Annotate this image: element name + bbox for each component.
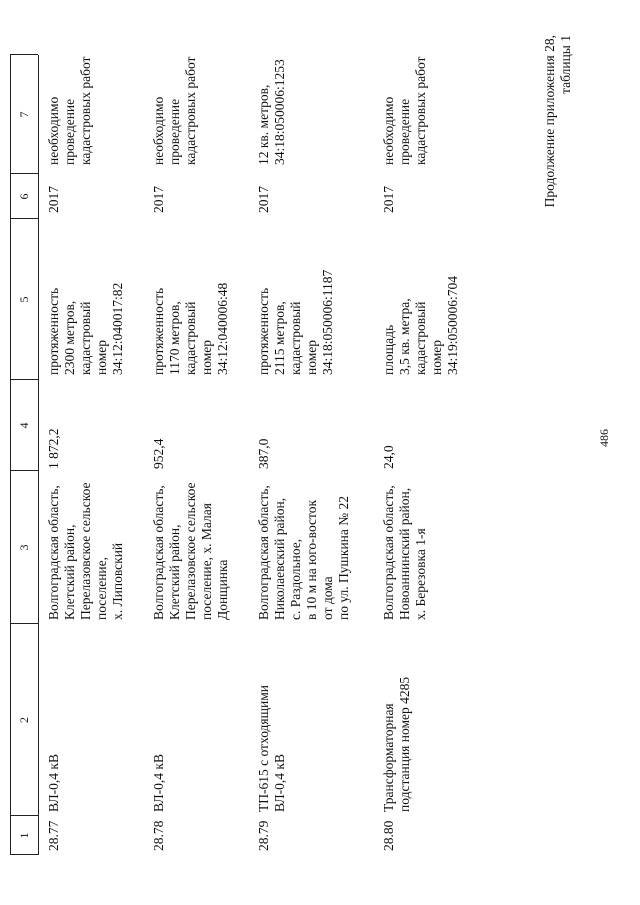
object-location [256,485,352,620]
object-location [151,483,231,620]
column-header-3: 3 [16,544,31,551]
object-year: 2017 [256,186,271,213]
note-line: 12 кв. метров, [256,84,271,165]
description-line: протяженность [256,287,271,375]
row-number: 28.80 [381,820,396,851]
object-name-line: подстанция номер 4285 [397,676,412,812]
continuation-title [542,35,574,235]
location-line: Волгоградская область, [151,485,166,620]
row-number: 28.77 [46,820,61,851]
location-line: в 10 м на юго-восток [304,499,319,620]
note-line: проведение [397,98,412,165]
object-name [381,677,413,812]
note-line: проведение [167,98,182,165]
continuation-title-line1: Продолжение приложения 28, [542,35,557,208]
page-number: 486 [597,429,611,447]
object-note [151,57,199,165]
location-line: поселение, [94,556,109,620]
note-line: кадастровых работ [183,56,198,165]
location-line: Донщинка [215,559,230,620]
description-line: 34:12:040006:48 [215,282,230,375]
description-line: 3,5 кв. метра, [397,298,412,375]
description-line: 34:12:040017:82 [110,282,125,375]
object-name [46,754,62,812]
location-line: х. Липовский [110,542,125,620]
object-name [151,754,167,812]
object-note [46,57,94,165]
note-line: проведение [62,98,77,165]
object-value: 952,4 [151,438,166,469]
description-line: 2115 метров, [272,301,287,375]
description-line: 1170 метров, [167,301,182,375]
object-value: 1 872,2 [46,428,61,469]
location-line: Волгоградская область, [256,485,271,620]
header-bottom-border [38,55,39,855]
location-line: Волгоградская область, [46,485,61,620]
object-description [151,283,231,375]
object-description [46,283,126,375]
location-line: Клетский район, [62,524,77,620]
description-line: номер [199,339,214,375]
description-line: протяженность [151,287,166,375]
location-line: Перелазовское сельское [183,482,198,620]
location-line: от дома [320,576,335,620]
object-name-line: Трансформаторная [381,703,396,812]
description-line: 34:19:050006:704 [445,275,460,375]
column-header-2: 2 [16,717,31,723]
object-year: 2017 [151,186,166,213]
location-line: Волгоградская область, [381,485,396,620]
column-header-7: 7 [16,111,31,118]
note-line: необходимо [46,96,61,165]
location-line: Перелазовское сельское [78,482,93,620]
location-line: Николаевский район, [272,497,287,620]
column-header-6: 6 [16,193,31,200]
object-description [256,270,336,375]
object-name [256,685,288,812]
location-line: Клетский район, [167,524,182,620]
note-line: необходимо [151,96,166,165]
object-name-line: ВЛ-0,4 кВ [46,754,61,812]
note-line: кадастровых работ [413,56,428,165]
location-line: Новоаннинский район, [397,487,412,620]
location-line: х. Березовка 1-я [413,528,428,620]
row-number: 28.79 [256,820,271,851]
description-line: номер [429,339,444,375]
description-line: кадастровый [288,301,303,375]
object-name-line: ТП-615 с отходящими [256,684,271,812]
description-line: кадастровый [183,301,198,375]
object-value: 24,0 [381,445,396,469]
continuation-title-line2: таблицы 1 [558,35,573,94]
object-year: 2017 [46,186,61,213]
object-location [46,483,126,620]
note-line: необходимо [381,96,396,165]
column-header-5: 5 [16,296,31,303]
description-line: площадь [381,324,396,375]
description-line: протяженность [46,287,61,375]
rotated-page-content [10,25,610,855]
object-name-line: ВЛ-0,4 кВ [272,754,287,812]
description-line: кадастровый [413,301,428,375]
description-line: номер [94,339,109,375]
row-number: 28.78 [151,820,166,851]
location-line: поселение, х. Малая [199,503,214,620]
description-line: 2300 метров, [62,300,77,375]
note-line: 34:18:050006:1253 [272,59,287,165]
note-line: кадастровых работ [78,56,93,165]
object-location [381,485,429,620]
description-line: кадастровый [78,301,93,375]
column-header-4: 4 [16,422,31,429]
object-year: 2017 [381,186,396,213]
object-note [381,57,429,165]
location-line: по ул. Пушкина № 22 [336,495,351,620]
object-description [381,276,461,375]
location-line: с. Раздольное, [288,538,303,620]
object-name-line: ВЛ-0,4 кВ [151,754,166,812]
description-line: номер [304,339,319,375]
data-table [10,55,524,855]
description-line: 34:18:050006:1187 [320,269,335,375]
header-top-border [10,55,11,855]
object-value: 387,0 [256,438,271,469]
column-header-1: 1 [16,832,31,839]
object-note [256,59,288,165]
